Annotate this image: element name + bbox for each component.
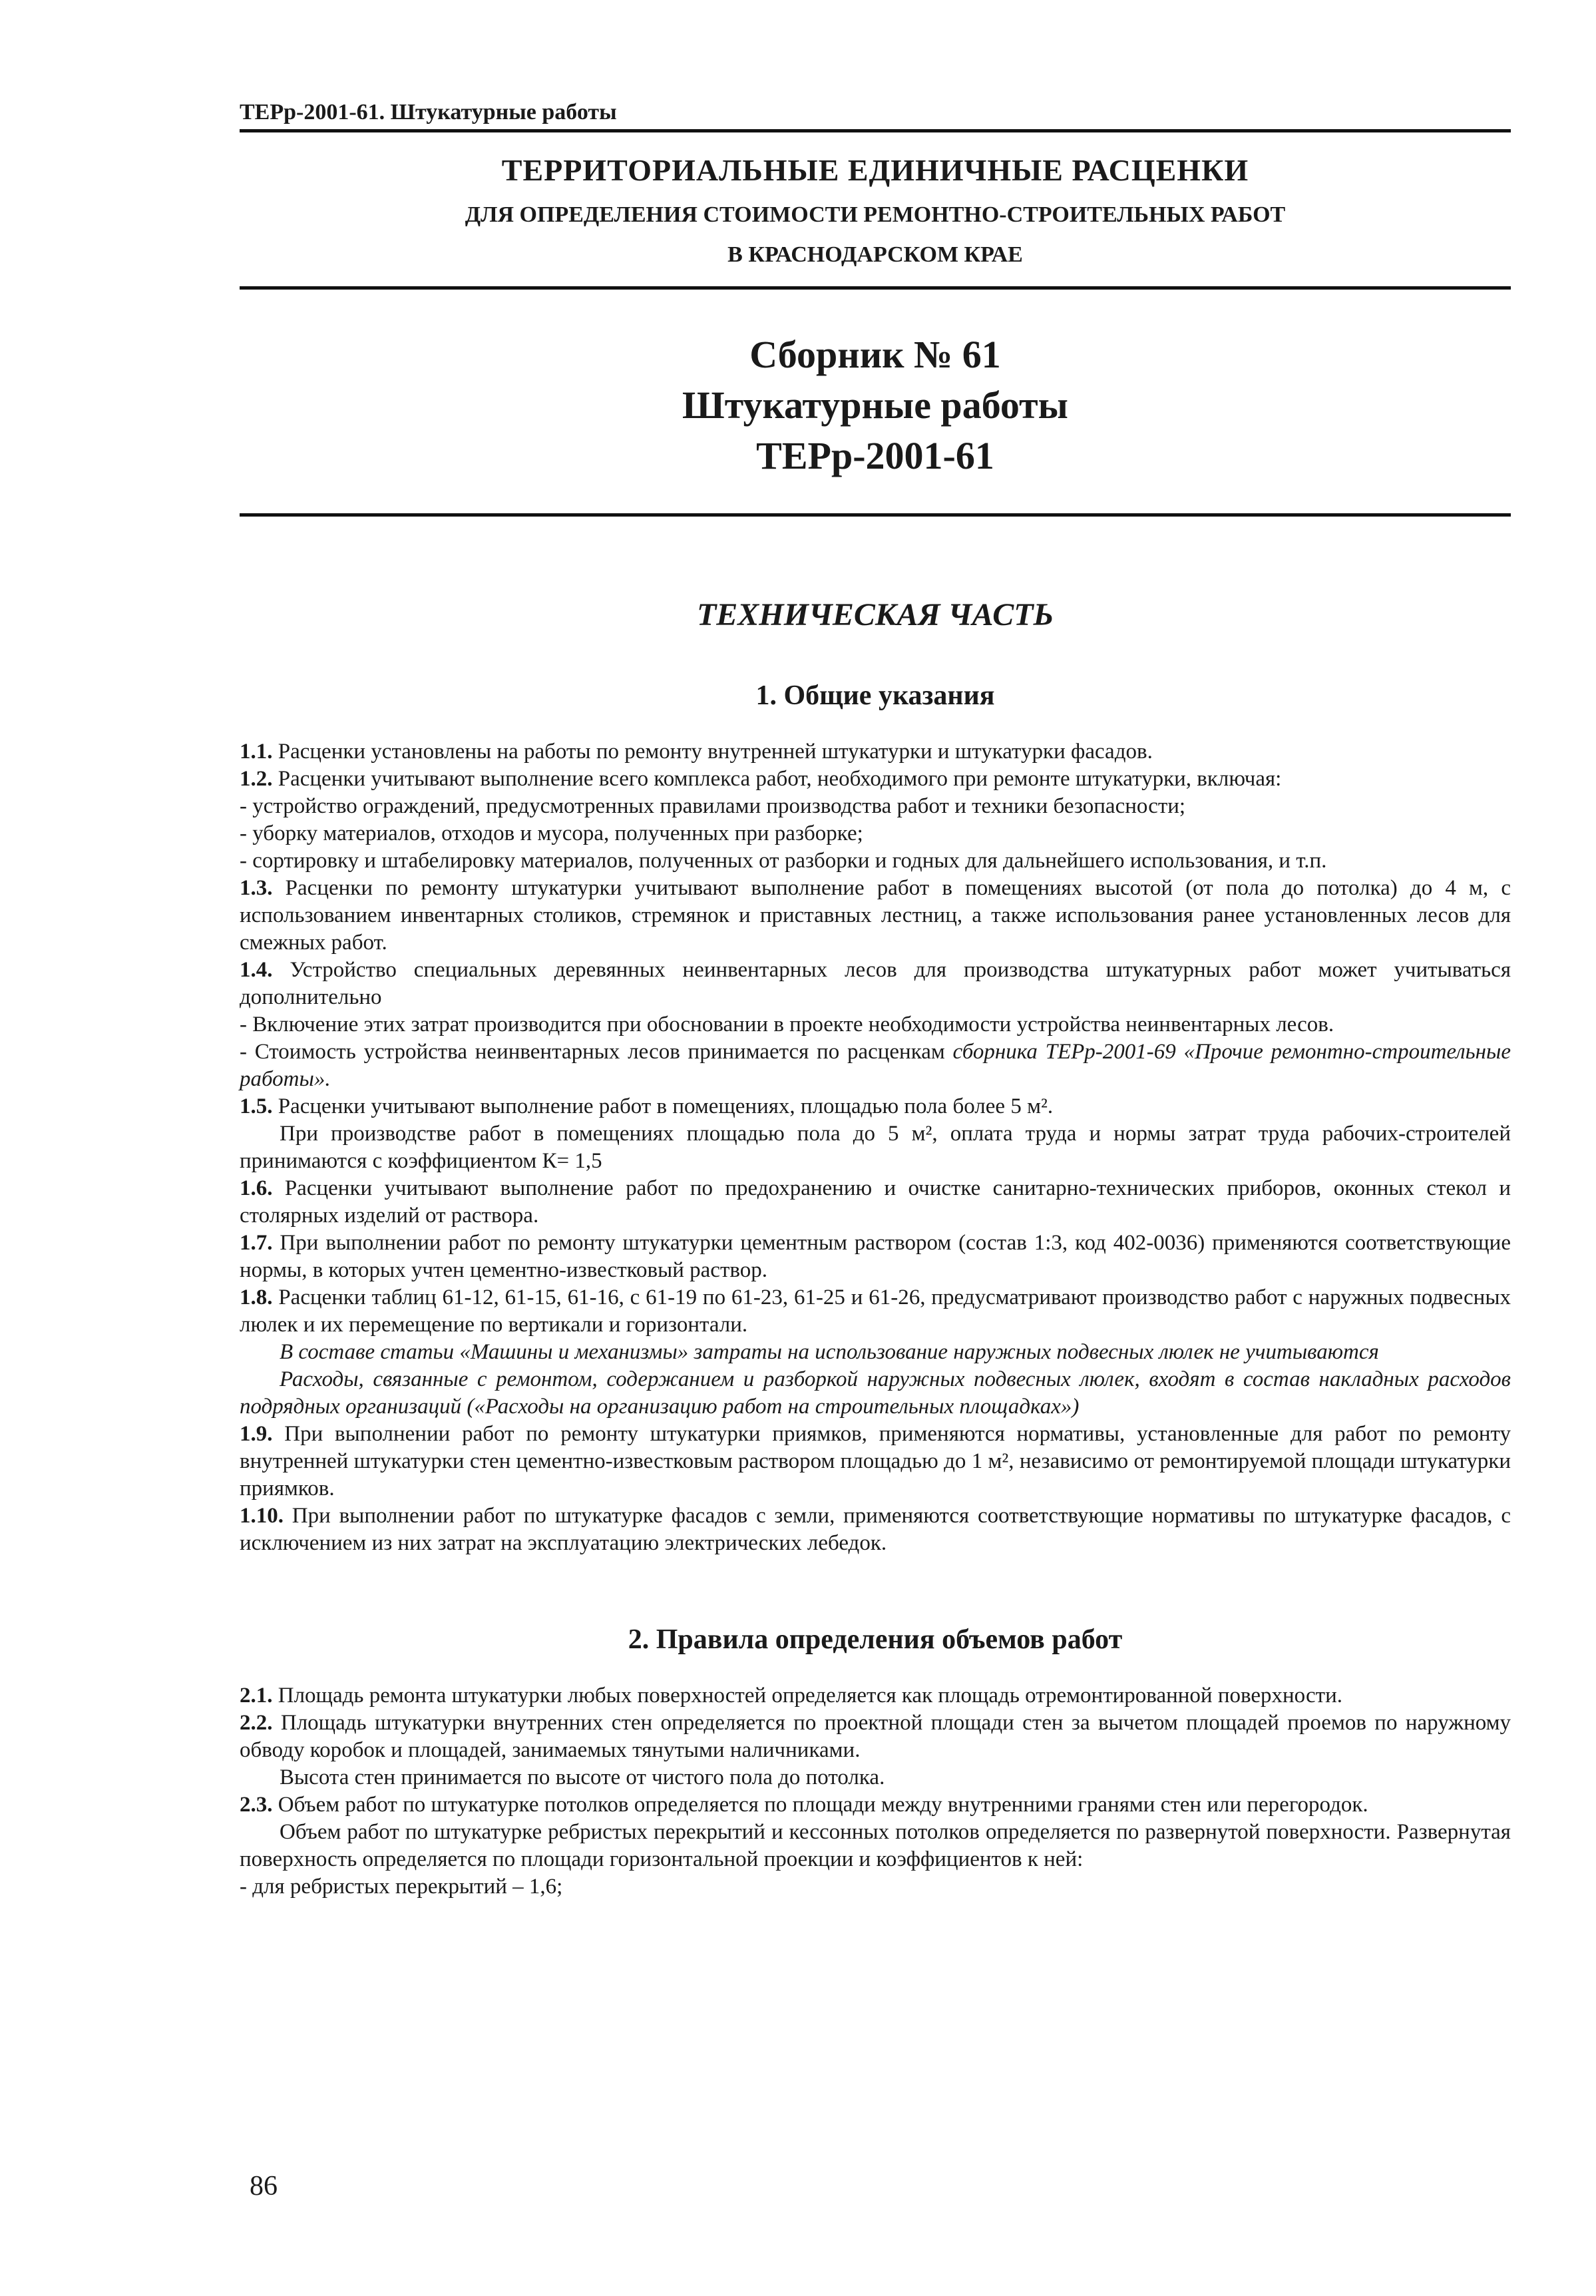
dash-item: - устройство ограждений, предусмотренных правилами производства работ и техники безопасности; <box>240 794 1186 818</box>
para-number: 1.2. <box>240 767 273 791</box>
para-1-1 <box>240 738 1511 766</box>
para-number: 1.4. <box>240 958 273 982</box>
para-2-1 <box>240 1682 1511 1710</box>
para-1-5b: При производстве работ в помещениях площадью пола до 5 м², оплата труда и нормы затрат труда рабочих-строителей принимаются с коэффициентом К= 1,5 <box>240 1122 1511 1173</box>
tech-part-heading: ТЕХНИЧЕСКАЯ ЧАСТЬ <box>696 597 1054 632</box>
para-text: Расценки таблиц 61-12, 61-15, 61-16, с 61-19 по 61-23, 61-25 и 61-26, предусматривают производство работ с наружных подвесных люлек и их перемещение по вертикали и горизонтали. <box>240 1285 1511 1337</box>
para-2-3b: Объем работ по штукатурке ребристых перекрытий и кессонных потолков определяется по развернутой поверхности. Развернутая поверхность определяется по площади горизонтальной проекции и коэффициентов к ней: <box>240 1820 1511 1871</box>
section-2-body <box>240 1682 1511 1901</box>
dash-item: - для ребристых перекрытий – 1,6; <box>240 1875 563 1899</box>
dash-item <box>240 1038 1511 1093</box>
para-text: Площадь штукатурки внутренних стен определяется по проектной площади стен за вычетом площадей проемов по наружному обводу коробок и площадей, занимаемых тянутыми наличниками. <box>240 1711 1511 1762</box>
para-1-5 <box>240 1093 1511 1120</box>
para-1-9 <box>240 1421 1511 1502</box>
header-line-1: ТЕРРИТОРИАЛЬНЫЕ ЕДИНИЧНЫЕ РАСЦЕНКИ <box>501 153 1249 187</box>
collection-subtitle: Штукатурные работы <box>682 383 1068 427</box>
section-2-title: 2. Правила определения объемов работ <box>628 1624 1123 1655</box>
para-number: 1.3. <box>240 876 273 900</box>
para-number: 1.8. <box>240 1285 273 1309</box>
dash-text-italic: сборника ТЕРр-2001-69 «Прочие ремонтно-строительные работы». <box>240 1040 1511 1091</box>
collection-title-block <box>240 330 1511 481</box>
para-number: 2.2. <box>240 1711 273 1735</box>
section-1-title: 1. Общие указания <box>755 680 995 711</box>
para-number: 1.5. <box>240 1094 273 1118</box>
para-text: Расценки учитывают выполнение работ по предохранению и очистке санитарно-технических приборов, оконных стекол и столярных изделий от раствора. <box>240 1176 1511 1228</box>
top-rule <box>240 129 1511 132</box>
para-text: Объем работ по штукатурке потолков определяется по площади между внутренними гранями стен или перегородок. <box>272 1793 1368 1817</box>
header-line-2: ДЛЯ ОПРЕДЕЛЕНИЯ СТОИМОСТИ РЕМОНТНО-СТРОИТЕЛЬНЫХ РАБОТ <box>465 202 1286 227</box>
para-number: 1.7. <box>240 1231 273 1255</box>
para-2-2b: Высота стен принимается по высоте от чистого пола до потолка. <box>280 1765 885 1789</box>
para-text: Площадь ремонта штукатурки любых поверхностей определяется как площадь отремонтированной поверхности. <box>272 1684 1342 1708</box>
document-page <box>240 100 1511 1901</box>
collection-title: Сборник № 61 <box>749 333 1001 376</box>
para-number: 1.9. <box>240 1422 273 1446</box>
dash-text: - Стоимость устройства неинвентарных лесов принимается по расценкам <box>240 1040 953 1064</box>
dash-item: - сортировку и штабелировку материалов, полученных от разборки и годных для дальнейшего использования, и т.п. <box>240 849 1327 873</box>
italic-note-2: Расходы, связанные с ремонтом, содержанием и разборкой наружных подвесных люлек, входят в состав накладных расходов подрядных организаций («Расходы на организацию работ на строительных площадках») <box>240 1367 1511 1419</box>
para-1-3 <box>240 875 1511 957</box>
para-number: 1.1. <box>240 740 273 764</box>
para-text: Расценки учитывают выполнение работ в помещениях, площадью пола более 5 м². <box>272 1094 1054 1118</box>
para-number: 2.3. <box>240 1793 273 1817</box>
collection-code: ТЕРр-2001-61 <box>756 434 994 477</box>
para-1-7 <box>240 1230 1511 1284</box>
para-text: Расценки установлены на работы по ремонту внутренней штукатурки и штукатурки фасадов. <box>272 740 1153 764</box>
para-1-2 <box>240 766 1511 793</box>
para-text: Устройство специальных деревянных неинвентарных лесов для производства штукатурных работ может учитываться дополнительно <box>240 958 1511 1009</box>
para-1-8 <box>240 1284 1511 1339</box>
para-2-3 <box>240 1791 1511 1819</box>
para-text: Расценки учитывают выполнение всего комплекса работ, необходимого при ремонте штукатурки, включая: <box>272 767 1282 791</box>
header-rule <box>240 286 1511 290</box>
collection-rule <box>240 513 1511 517</box>
header-line-3: В КРАСНОДАРСКОМ КРАЕ <box>727 242 1023 267</box>
para-1-10 <box>240 1502 1511 1557</box>
para-text: Расценки по ремонту штукатурки учитывают выполнение работ в помещениях высотой (от пола до потолка) до 4 м, с использованием инвентарных столиков, стремянок и приставных лестниц, а также использования ранее установленных лесов для смежных работ. <box>240 876 1511 955</box>
dash-item: - уборку материалов, отходов и мусора, полученных при разборке; <box>240 821 863 845</box>
section-1-body <box>240 738 1511 1557</box>
para-number: 2.1. <box>240 1684 273 1708</box>
para-text: При выполнении работ по ремонту штукатурки приямков, применяются нормативы, установленные для работ по ремонту внутренней штукатурки стен цементно-известковым раствором площадью до 1 м², независимо от ремонтируемой площади штукатурки приямков. <box>240 1422 1511 1500</box>
italic-note-1: В составе статьи «Машины и механизмы» затраты на использование наружных подвесных люлек не учитываются <box>280 1340 1379 1364</box>
para-2-2 <box>240 1710 1511 1764</box>
para-1-4 <box>240 957 1511 1011</box>
para-number: 1.10. <box>240 1504 284 1528</box>
running-head: ТЕРр-2001-61. Штукатурные работы <box>240 100 617 124</box>
para-number: 1.6. <box>240 1176 273 1200</box>
para-text: При выполнении работ по штукатурке фасадов с земли, применяются соответствующие нормативы по штукатурке фасадов, с исключением из них затрат на эксплуатацию электрических лебедок. <box>240 1504 1511 1555</box>
para-text: При выполнении работ по ремонту штукатурки цементным раствором (состав 1:3, код 402-0036) применяются соответствующие нормы, в которых учтен цементно-известковый раствор. <box>240 1231 1511 1282</box>
para-1-6 <box>240 1175 1511 1230</box>
page-number: 86 <box>250 2171 278 2201</box>
dash-item: - Включение этих затрат производится при обосновании в проекте необходимости устройства неинвентарных лесов. <box>240 1013 1334 1036</box>
